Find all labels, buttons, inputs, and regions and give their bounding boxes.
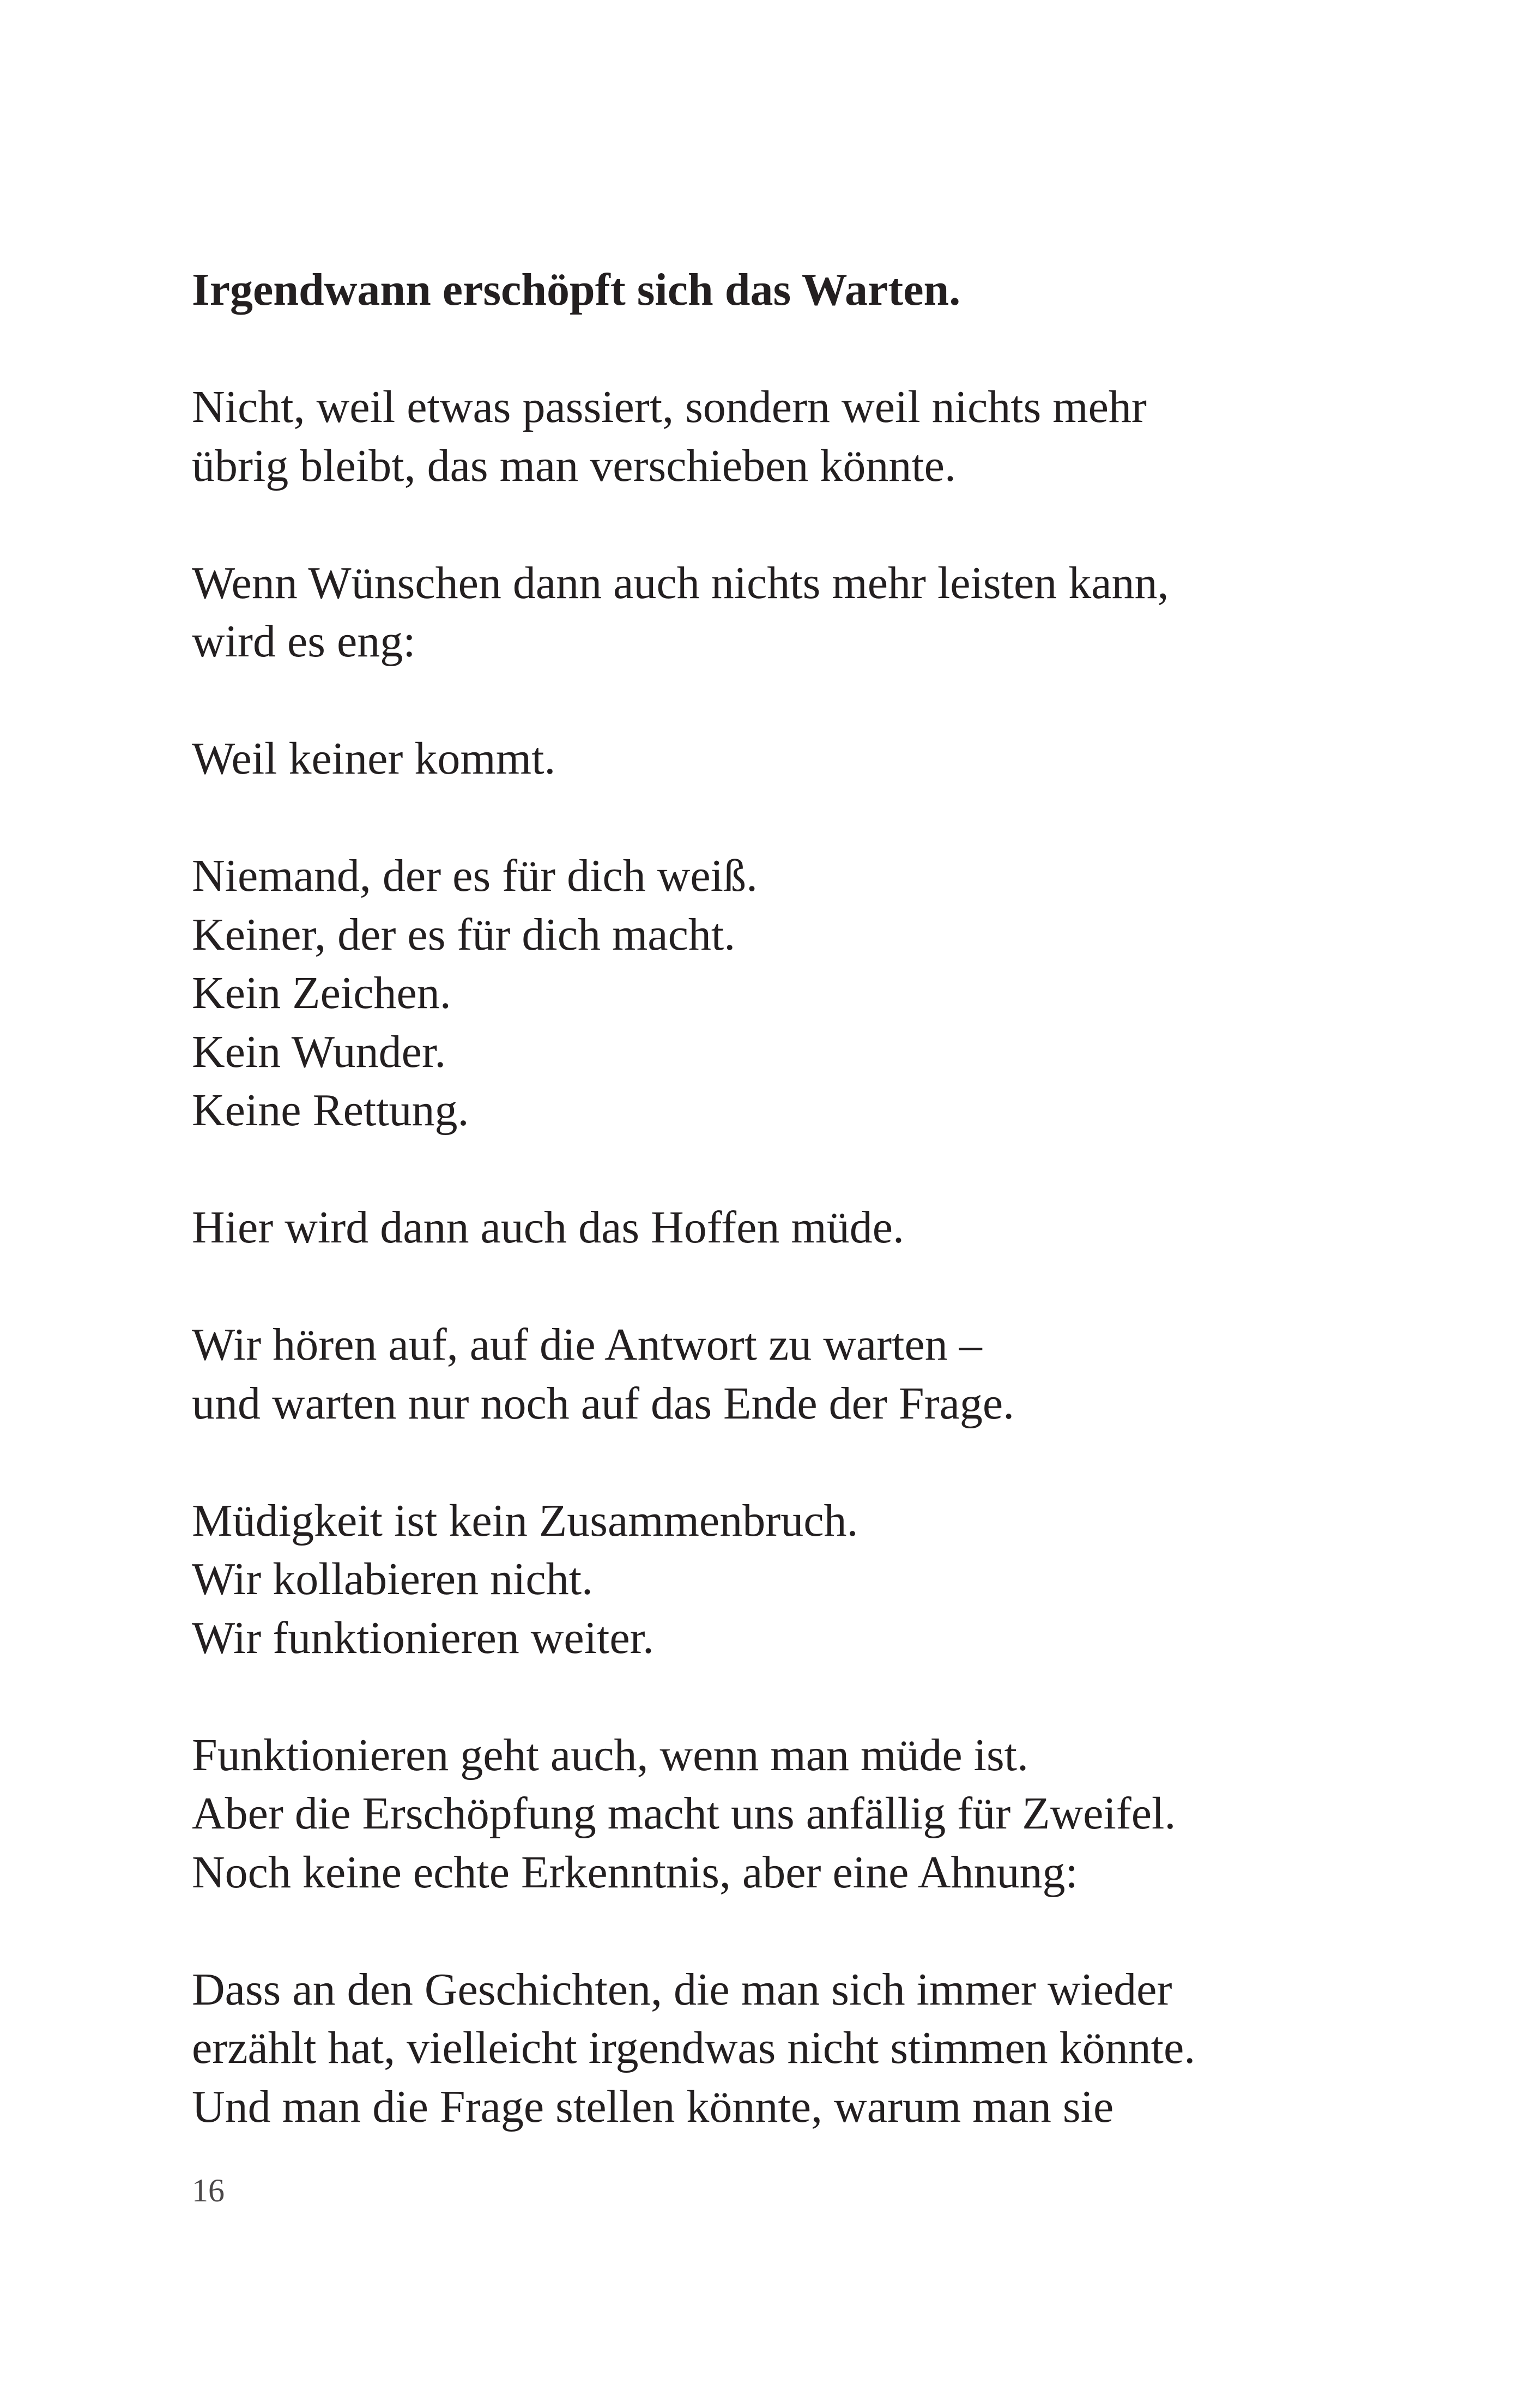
paragraph-6 bbox=[192, 1315, 1336, 1433]
text-line: Weil keiner kommt. bbox=[192, 733, 556, 784]
paragraph-1 bbox=[192, 378, 1336, 495]
section-heading: Irgendwann erschöpft sich das Warten. bbox=[192, 264, 961, 315]
text-line: Und man die Frage stellen könnte, warum man sie bbox=[192, 2081, 1114, 2132]
text-line: Noch keine echte Erkenntnis, aber eine Ahnung: bbox=[192, 1846, 1078, 1898]
text-line: wird es eng: bbox=[192, 616, 416, 667]
page-number: 16 bbox=[192, 2172, 225, 2208]
text-line: Funktionieren geht auch, wenn man müde ist. bbox=[192, 1729, 1029, 1781]
body-text bbox=[192, 261, 1336, 2136]
text-line: Wenn Wünschen dann auch nichts mehr leisten kann, bbox=[192, 557, 1169, 608]
text-line: übrig bleibt, das man verschieben könnte. bbox=[192, 440, 956, 491]
text-line: und warten nur noch auf das Ende der Frage. bbox=[192, 1378, 1015, 1429]
paragraph-9 bbox=[192, 1960, 1336, 2137]
paragraph-7 bbox=[192, 1492, 1336, 1668]
paragraph-4 bbox=[192, 847, 1336, 1140]
text-line: Aber die Erschöpfung macht uns anfällig für Zweifel. bbox=[192, 1788, 1176, 1839]
text-line: Wir hören auf, auf die Antwort zu warten – bbox=[192, 1319, 982, 1370]
text-line: erzählt hat, vielleicht irgendwas nicht stimmen könnte. bbox=[192, 2023, 1196, 2073]
text-line: Keine Rettung. bbox=[192, 1085, 469, 1136]
text-line: Müdigkeit ist kein Zusammenbruch. bbox=[192, 1495, 858, 1546]
text-line: Niemand, der es für dich weiß. bbox=[192, 850, 758, 901]
text-line: Kein Wunder. bbox=[192, 1026, 446, 1077]
text-line: Nicht, weil etwas passiert, sondern weil nichts mehr bbox=[192, 382, 1147, 432]
text-line: Kein Zeichen. bbox=[192, 968, 451, 1018]
paragraph-3 bbox=[192, 729, 1336, 788]
text-line: Wir kollabieren nicht. bbox=[192, 1554, 594, 1604]
text-line: Keiner, der es für dich macht. bbox=[192, 909, 736, 960]
paragraph-2 bbox=[192, 554, 1336, 671]
text-line: Wir funktionieren weiter. bbox=[192, 1612, 654, 1663]
paragraph-8 bbox=[192, 1726, 1336, 1902]
text-line: Dass an den Geschichten, die man sich immer wieder bbox=[192, 1964, 1172, 2015]
text-line: Hier wird dann auch das Hoffen müde. bbox=[192, 1202, 905, 1253]
paragraph-5 bbox=[192, 1198, 1336, 1257]
